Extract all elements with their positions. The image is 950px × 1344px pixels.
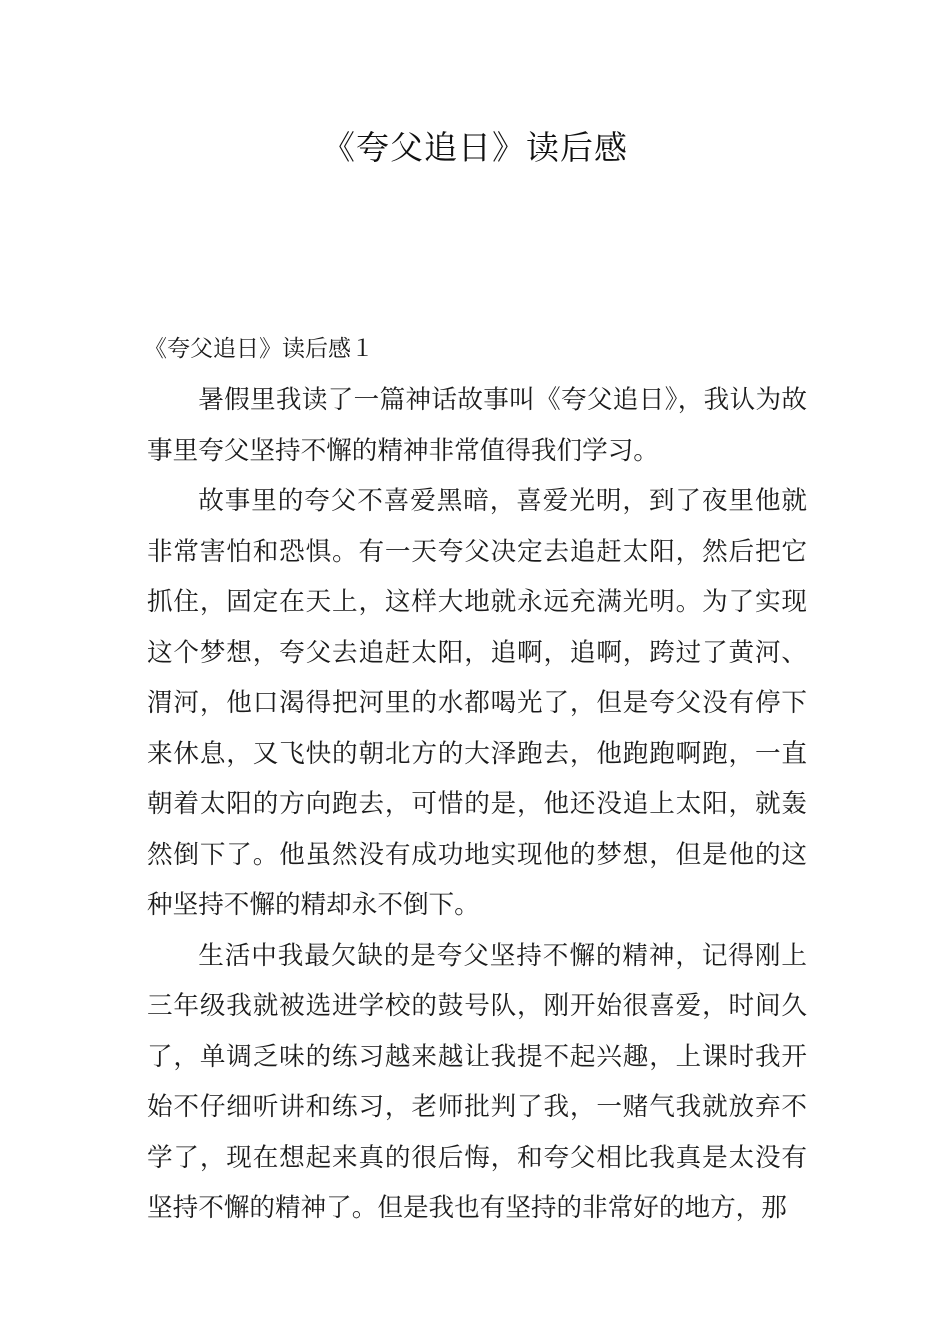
section-heading: 《夸父追日》读后感１ bbox=[144, 336, 374, 362]
document-body bbox=[147, 375, 807, 1234]
paragraph: 生活中我最欠缺的是夸父坚持不懈的精神，记得刚上三年级我就被选进学校的鼓号队，刚开始很喜爱，时间久了，单调乏味的练习越来越让我提不起兴趣，上课时我开始不仔细听讲和练习，老师批判了我，一赌气我就放弃不学了，现在想起来真的很后悔，和夸父相比我真是太没有坚持不懈的精神了。但是我也有坚持的非常好的地方，那 bbox=[147, 940, 807, 1223]
paragraph: 暑假里我读了一篇神话故事叫《夸父追日》，我认为故事里夸父坚持不懈的精神非常值得我们学习。 bbox=[147, 385, 807, 466]
paragraph: 故事里的夸父不喜爱黑暗，喜爱光明，到了夜里他就非常害怕和恐惧。有一天夸父决定去追赶太阳，然后把它抓住，固定在天上，这样大地就永远充满光明。为了实现这个梦想，夸父去追赶太阳，追啊，追啊，跨过了黄河、渭河，他口渴得把河里的水都喝光了，但是夸父没有停下来休息，又飞快的朝北方的大泽跑去，他跑跑啊跑，一直朝着太阳的方向跑去，可惜的是，他还没追上太阳，就轰然倒下了。他虽然没有成功地实现他的梦想，但是他的这种坚持不懈的精却永不倒下。 bbox=[147, 486, 807, 920]
document-title: 《夸父追日》读后感 bbox=[322, 128, 628, 167]
